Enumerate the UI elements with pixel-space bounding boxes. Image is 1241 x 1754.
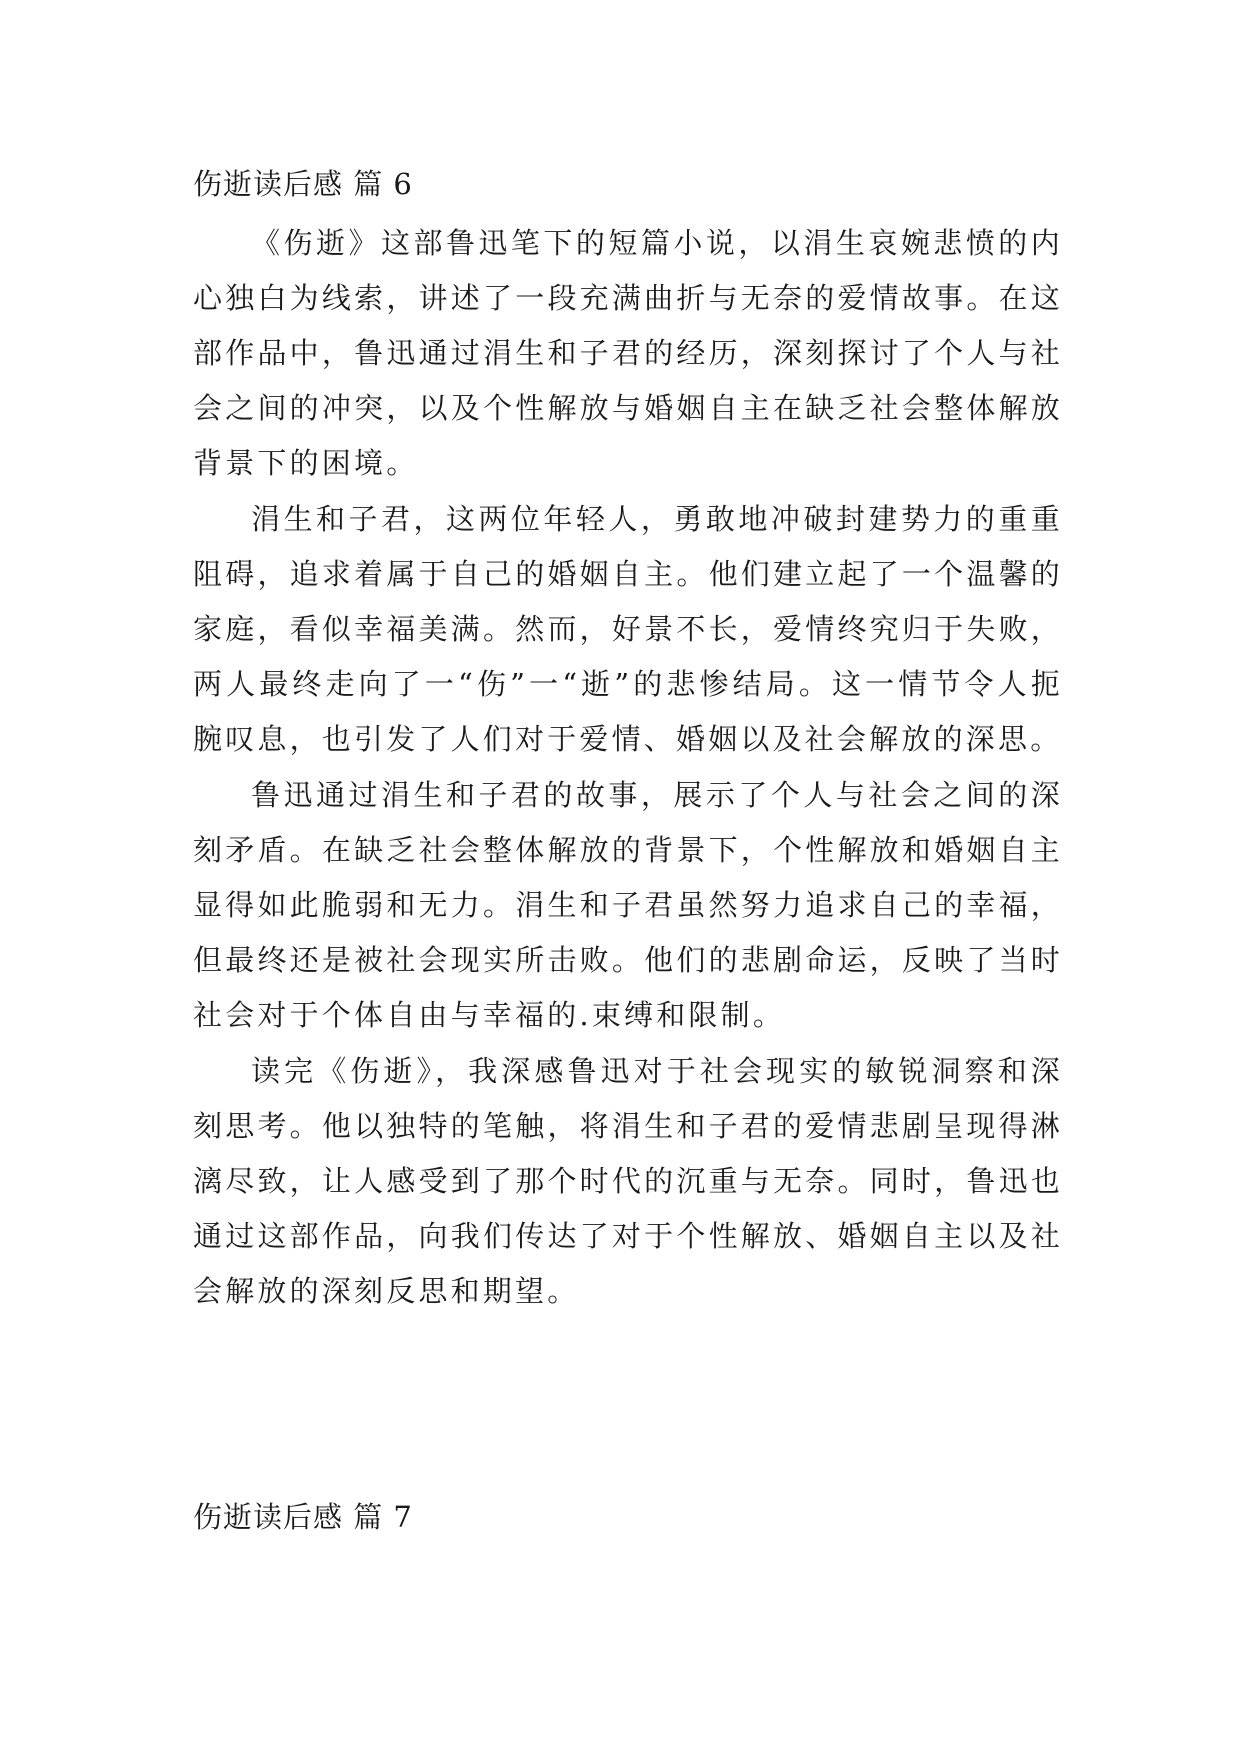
paragraph: 《伤逝》这部鲁迅笔下的短篇小说，以涓生哀婉悲愤的内心独白为线索，讲述了一段充满曲折与无奈的爱情故事。在这部作品中，鲁迅通过涓生和子君的经历，深刻探讨了个人与社会之间的冲突，以及个性解放与婚姻自主在缺乏社会整体解放背景下的困境。: [193, 226, 1063, 480]
paragraph: 涓生和子君，这两位年轻人，勇敢地冲破封建势力的重重阻碍，追求着属于自己的婚姻自主。他们建立起了一个温馨的家庭，看似幸福美满。然而，好景不长，爱情终究归于失败，两人最终走向了一“伤”一“逝”的悲惨结局。这一情节令人扼腕叹息，也引发了人们对于爱情、婚姻以及社会解放的深思。: [193, 502, 1063, 756]
section-heading: 伤逝读后感 篇 7: [193, 1500, 413, 1534]
section-heading: 伤逝读后感 篇 6: [193, 167, 413, 201]
paragraph: 鲁迅通过涓生和子君的故事，展示了个人与社会之间的深刻矛盾。在缺乏社会整体解放的背景下，个性解放和婚姻自主显得如此脆弱和无力。涓生和子君虽然努力追求自己的幸福，但最终还是被社会现实所击败。他们的悲剧命运，反映了当时社会对于个体自由与幸福的.束缚和限制。: [193, 778, 1063, 1032]
article-body: [193, 216, 1063, 1319]
paragraph: 读完《伤逝》，我深感鲁迅对于社会现实的敏锐洞察和深刻思考。他以独特的笔触，将涓生和子君的爱情悲剧呈现得淋漓尽致，让人感受到了那个时代的沉重与无奈。同时，鲁迅也通过这部作品，向我们传达了对于个性解放、婚姻自主以及社会解放的深刻反思和期望。: [193, 1054, 1063, 1308]
